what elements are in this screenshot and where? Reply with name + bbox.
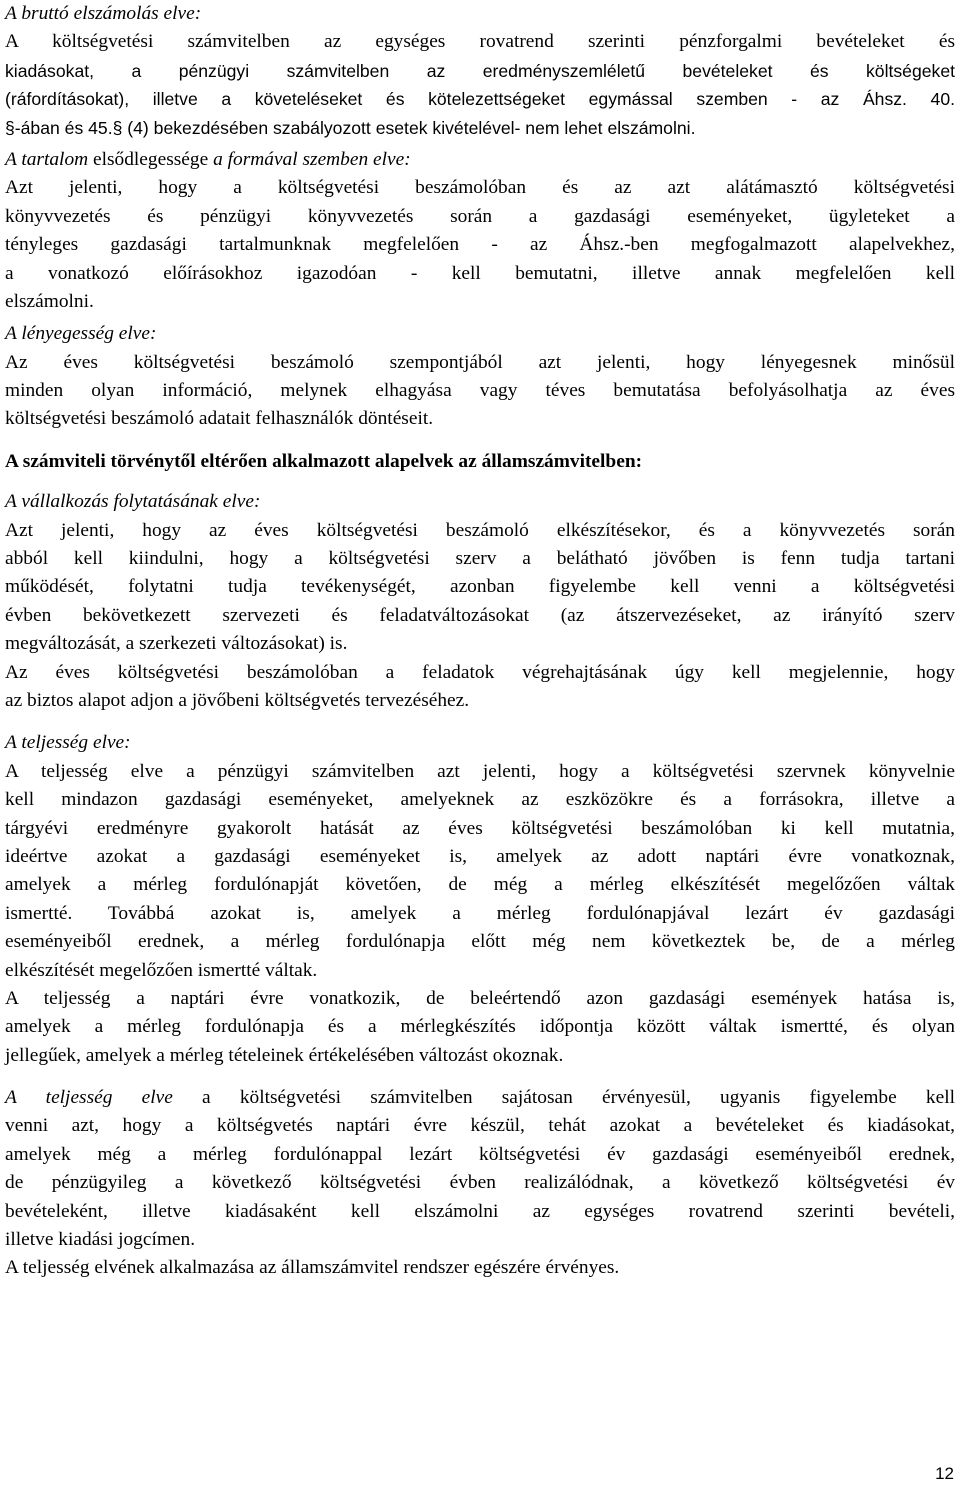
- paragraph-line: elszámolni.: [5, 290, 94, 312]
- paragraph-line: (ráfordításokat), illetve a követeléseket és kötelezettségeket egymással szemben - az Áhsz. 40.: [5, 89, 955, 110]
- paragraph-line: A teljesség elvének alkalmazása az államszámvitel rendszer egészére érvényes.: [5, 1257, 620, 1279]
- paragraph-line: tárgyévi eredményre gyakorolt hatását az éves költségvetési beszámolóban ki kell mutatnia,: [5, 817, 955, 839]
- paragraph-line: a vonatkozó előírásokhoz igazodóan - kell bemutatni, illetve annak megfelelően kell: [5, 262, 955, 284]
- paragraph-line: ismertté. Továbbá azokat is, amelyek a mérleg fordulónapjával lezárt év gazdasági: [5, 902, 955, 924]
- paragraph-line: évben bekövetkezett szervezeti és feladatváltozásokat (az átszervezéseket, az irányító szerv: [5, 604, 955, 626]
- paragraph-line: Az éves költségvetési beszámolóban a feladatok végrehajtásának úgy kell megjelennie, hogy: [5, 661, 955, 683]
- paragraph-line: amelyek a mérleg fordulónapját követően, de még a mérleg elkészítését megelőzően váltak: [5, 874, 955, 896]
- paragraph-line: ideértve azokat a gazdasági eseményeket is, amelyek az adott naptári évre vonatkoznak,: [5, 845, 955, 867]
- paragraph-line: Azt jelenti, hogy az éves költségvetési beszámoló elkészítésekor, és a könyvvezetés során: [5, 519, 955, 541]
- paragraph-line: az biztos alapot adjon a jövőbeni költségvetés tervezéséhez.: [5, 689, 470, 711]
- paragraph-line: Azt jelenti, hogy a költségvetési beszámolóban és az azt alátámasztó költségvetési: [5, 177, 955, 199]
- paragraph-line: illetve kiadási jogcímen.: [5, 1229, 196, 1251]
- paragraph-line: A teljesség elve a pénzügyi számvitelben azt jelenti, hogy a költségvetési szervnek könyvelnie: [5, 760, 955, 782]
- section-heading-brutto: A bruttó elszámolás elve:: [5, 3, 202, 24]
- section-heading-lenyegesseg: A lényegesség elve:: [5, 323, 157, 345]
- page-number: 12: [935, 1464, 954, 1483]
- heading-part: elsődlegessége: [88, 148, 214, 170]
- main-heading: A számviteli törvénytől eltérően alkalmazott alapelvek az államszámvitelben:: [5, 450, 643, 472]
- paragraph-line: amelyek a mérleg fordulónapja és a mérlegkészítés időpontja között váltak ismertté, és olyan: [5, 1016, 955, 1038]
- section-heading-vallalkozas: A vállalkozás folytatásának elve:: [5, 491, 261, 513]
- paragraph-line: tényleges gazdasági tartalmunknak megfelelően - az Áhsz.-ben megfogalmazott alapelvekhez,: [5, 234, 955, 256]
- paragraph-line: jellegűek, amelyek a mérleg tételeinek értékelésében változást okoznak.: [5, 1044, 564, 1066]
- paragraph-line: amelyek még a mérleg fordulónappal lezárt költségvetési év gazdasági eseményeiből erednek,: [5, 1143, 955, 1165]
- paragraph-line: bevételeként, illetve kiadásaként kell elszámolni az egységes rovatrend szerinti bevételi,: [5, 1200, 955, 1222]
- paragraph-line: költségvetési beszámoló adatait felhasználók döntéseit.: [5, 408, 434, 430]
- document-page: [5, 0, 955, 1283]
- paragraph-line: minden olyan információ, melynek elhagyása vagy téves bemutatása befolyásolhatja az éves: [5, 380, 955, 402]
- paragraph-line-with-heading: [5, 1084, 955, 1112]
- paragraph-line: §-ában és 45.§ (4) bekezdésében szabályozott esetek kivételével- nem lehet elszámolni.: [5, 117, 696, 138]
- paragraph-line: abból kell kiindulni, hogy a költségvetési szerv a belátható jövőben is fenn tudja tartani: [5, 548, 955, 570]
- paragraph-line: A költségvetési számvitelben az egységes rovatrend szerinti pénzforgalmi bevételeket és: [5, 31, 955, 53]
- heading-part: A tartalom: [5, 148, 89, 170]
- paragraph-text: a költségvetési számvitelben sajátosan érvényesül, ugyanis figyelembe kell: [172, 1087, 955, 1109]
- paragraph-line: de pénzügyileg a következő költségvetési évben realizálódnak, a következő költségvetési év: [5, 1172, 955, 1194]
- paragraph-line: Az éves költségvetési beszámoló szempontjából azt jelenti, hogy lényegesnek minősül: [5, 351, 955, 373]
- paragraph-line: kiadásokat, a pénzügyi számvitelben az eredményszemléletű bevételeket és költségeket: [5, 60, 955, 81]
- paragraph-line: elkészítését megelőzően ismertté váltak.: [5, 959, 318, 981]
- paragraph-line: könyvvezetés és pénzügyi könyvvezetés során a gazdasági eseményeket, ügyleteket a: [5, 205, 955, 227]
- section-heading-tartalom: [5, 146, 955, 174]
- paragraph-line: venni azt, hogy a költségvetés naptári évre készül, tehát azokat a bevételeket és kiadásokat,: [5, 1115, 955, 1137]
- paragraph-line: eseményeiből erednek, a mérleg fordulónapja előtt még nem következtek be, de a mérleg: [5, 931, 955, 953]
- paragraph-line: kell mindazon gazdasági eseményeket, amelyeknek az eszközökre és a forrásokra, illetve a: [5, 789, 955, 811]
- section-heading-teljesseg-2: A teljesség elve: [5, 1087, 173, 1109]
- paragraph-line: A teljesség a naptári évre vonatkozik, de beleértendő azon gazdasági események hatása is,: [5, 987, 955, 1009]
- paragraph-line: megváltozását, a szerkezeti változásokat) is.: [5, 633, 348, 655]
- paragraph-line: működését, folytatni tudja tevékenységét, azonban figyelembe kell venni a költségvetési: [5, 576, 955, 598]
- heading-part: a formával szemben elve:: [213, 148, 411, 170]
- section-heading-teljesseg: A teljesség elve:: [5, 732, 131, 754]
